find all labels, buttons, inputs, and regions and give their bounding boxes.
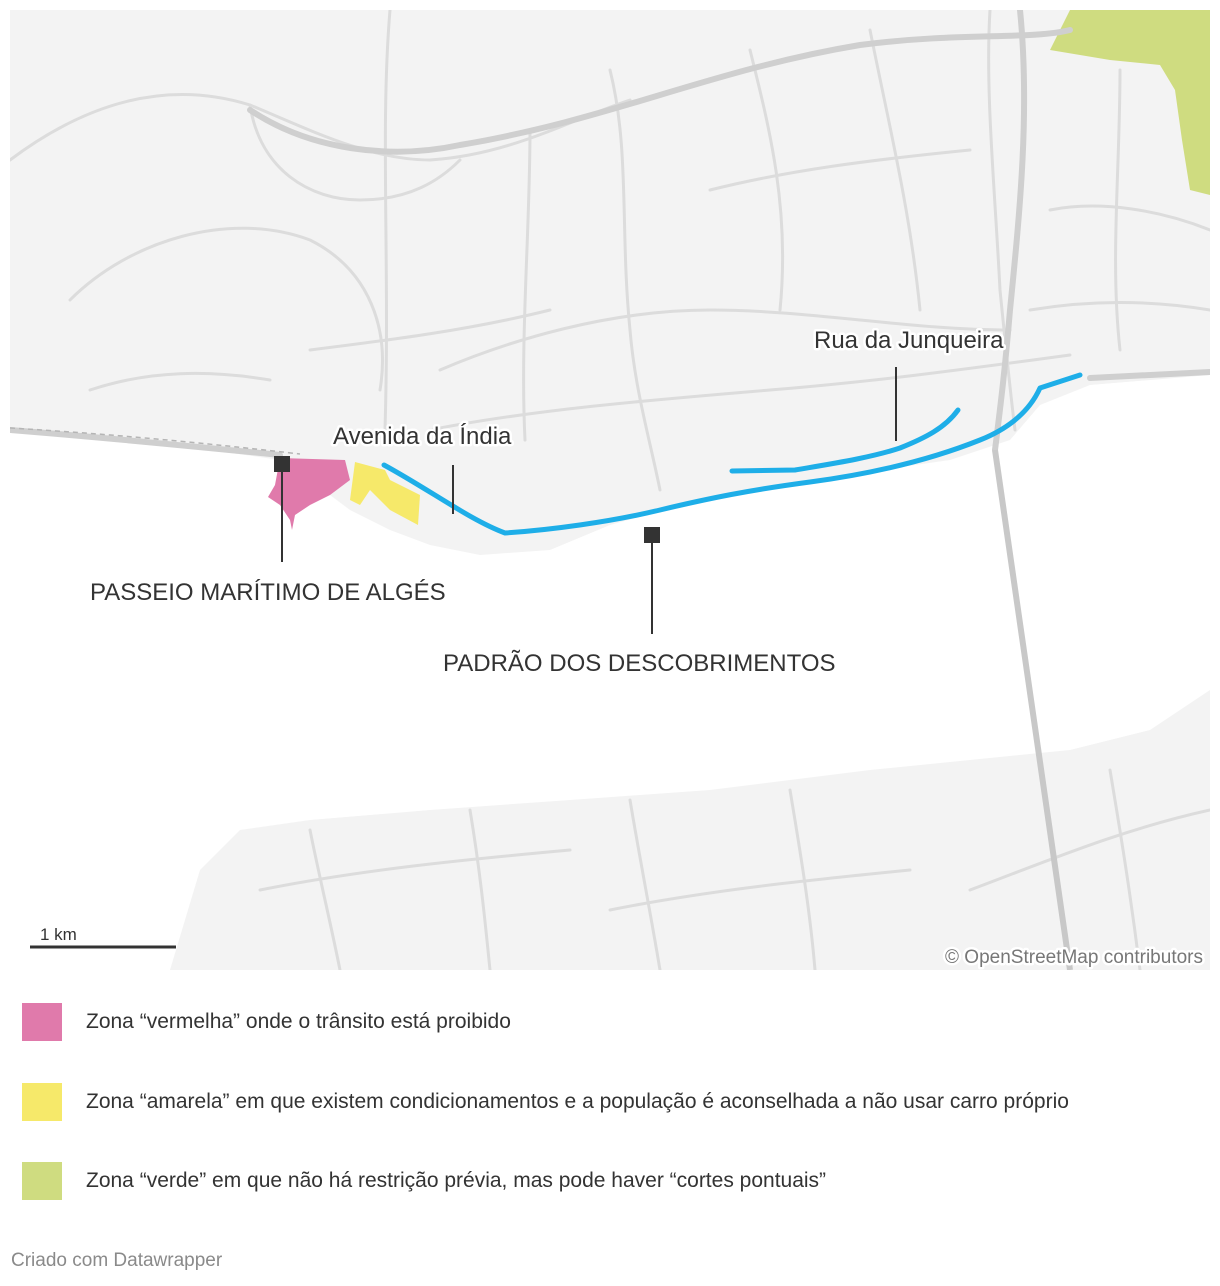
datawrapper-credit[interactable]: Criado com Datawrapper xyxy=(11,1250,223,1271)
map-canvas xyxy=(10,10,1210,970)
legend-label-red: Zona “vermelha” onde o trânsito está proibido xyxy=(86,1010,511,1033)
legend-swatch-yellow xyxy=(22,1083,62,1121)
legend-swatch-green xyxy=(22,1162,62,1200)
marker-padrao[interactable] xyxy=(644,527,660,543)
scale-label: 1 km xyxy=(40,925,77,944)
legend-item-green xyxy=(22,1161,826,1201)
legend-label-green: Zona “verde” em que não há restrição prévia, mas pode haver “cortes pontuais” xyxy=(86,1169,827,1192)
marker-passeio-algés[interactable] xyxy=(274,456,290,472)
map[interactable] xyxy=(10,10,1210,970)
legend-label-yellow: Zona “amarela” em que existem condicionamentos e a população é aconselhada a não usar carro próprio xyxy=(86,1090,1069,1113)
attribution[interactable]: © OpenStreetMap contributors xyxy=(945,947,1203,968)
label-rua-junqueira: Rua da Junqueira xyxy=(814,327,1004,354)
legend-swatch-red xyxy=(22,1003,62,1041)
legend-item-yellow xyxy=(22,1082,1069,1122)
label-avenida-india: Avenida da Índia xyxy=(333,423,512,450)
label-padrao: PADRÃO DOS DESCOBRIMENTOS xyxy=(443,650,836,677)
label-passeio-algés: PASSEIO MARÍTIMO DE ALGÉS xyxy=(90,579,446,606)
legend-item-red xyxy=(22,1002,511,1042)
